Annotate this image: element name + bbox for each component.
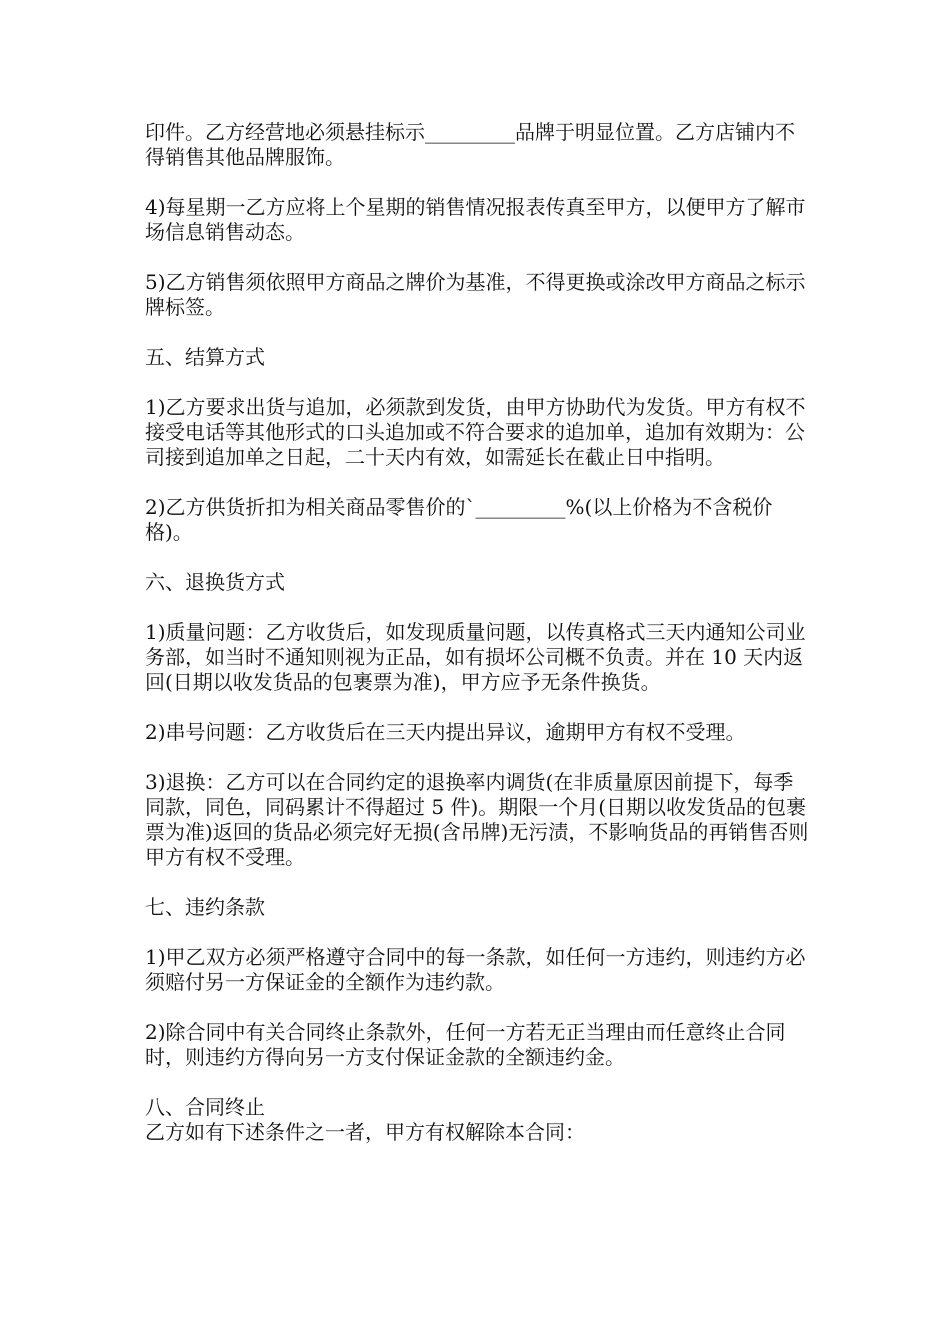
paragraph-returns-1: 1)质量问题：乙方收货后，如发现质量问题，以传真格式三天内通知公司业务部，如当时不通知则视为正品，如有损坏公司概不负责。并在 10 天内返回(日期以收发货品的包裹票为准)，甲方应予无条件换货。 <box>145 620 806 694</box>
section-heading-settlement: 五、结算方式 <box>145 345 265 369</box>
paragraph-settlement-2: 2)乙方供货折扣为相关商品零售价的`_________%(以上价格为不含税价格)。 <box>145 495 773 544</box>
paragraph-settlement-1: 1)乙方要求出货与追加，必须款到发货，由甲方协助代为发货。甲方有权不接受电话等其他形式的口头追加或不符合要求的追加单，追加有效期为：公司接到追加单之日起，二十天内有效，如需延长在截止日中指明。 <box>145 395 806 469</box>
document-body <box>145 120 810 1145</box>
paragraph-brand-display: 印件。乙方经营地必须悬挂标示_________品牌于明显位置。乙方店铺内不得销售其他品牌服饰。 <box>145 120 795 169</box>
paragraph-price-tag: 5)乙方销售须依照甲方商品之牌价为基准，不得更换或涂改甲方商品之标示牌标签。 <box>145 270 806 319</box>
section-heading-termination: 八、合同终止 <box>145 1095 265 1119</box>
paragraph-returns-2: 2)串号问题：乙方收货后在三天内提出异议，逾期甲方有权不受理。 <box>145 720 746 744</box>
paragraph-breach-1: 1)甲乙双方必须严格遵守合同中的每一条款，如任何一方违约，则违约方必须赔付另一方保证金的全额作为违约款。 <box>145 945 806 994</box>
paragraph-returns-3: 3)退换：乙方可以在合同约定的退换率内调货(在非质量原因前提下，每季同款，同色，同码累计不得超过 5 件)。期限一个月(日期以收发货品的包裹票为准)返回的货品必须完好无损(含吊牌)无污渍，不影响货品的再销售否则甲方有权不受理。 <box>145 770 809 869</box>
paragraph-termination-intro: 乙方如有下述条件之一者，甲方有权解除本合同： <box>145 1120 585 1144</box>
section-heading-breach: 七、违约条款 <box>145 895 265 919</box>
paragraph-breach-2: 2)除合同中有关合同终止条款外，任何一方若无正当理由而任意终止合同时，则违约方得向另一方支付保证金款的全额违约金。 <box>145 1020 786 1069</box>
section-heading-returns: 六、退换货方式 <box>145 570 285 594</box>
paragraph-weekly-report: 4)每星期一乙方应将上个星期的销售情况报表传真至甲方，以便甲方了解市场信息销售动态。 <box>145 195 806 244</box>
